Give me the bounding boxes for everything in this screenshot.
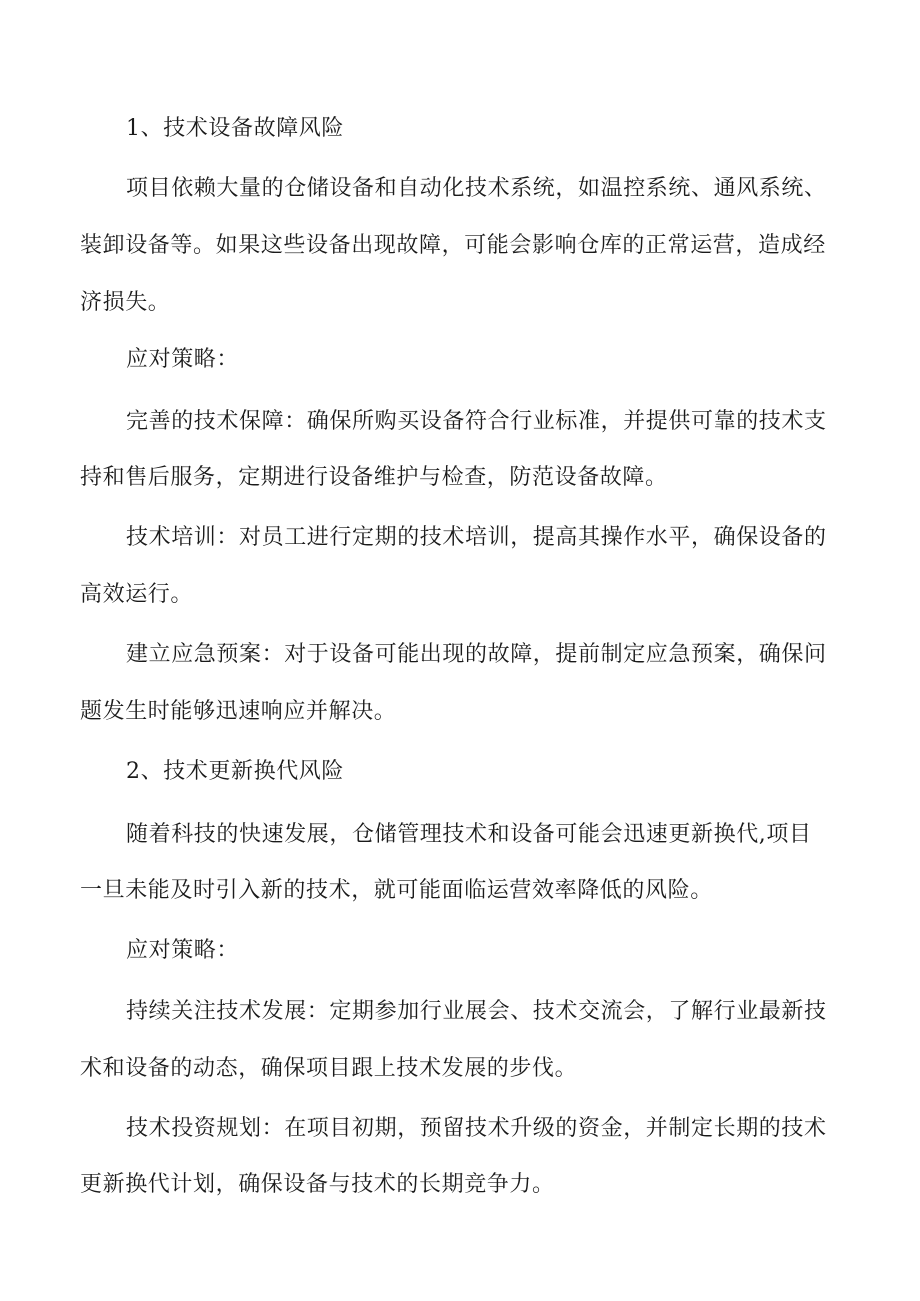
section-2-heading: 2、技术更新换代风险: [126, 759, 344, 784]
section-1-description-line-2: 装卸设备等。如果这些设备出现故障，可能会影响仓库的正常运营，造成经: [80, 233, 826, 258]
strategy-training-line-1: 技术培训：对员工进行定期的技术培训，提高其操作水平，确保设备的: [126, 525, 827, 550]
strategy-technical-support-line-1: 完善的技术保障：确保所购买设备符合行业标准，并提供可靠的技术支: [126, 409, 827, 434]
section-1-description-line-1: 项目依赖大量的仓储设备和自动化技术系统，如温控系统、通风系统、: [126, 176, 827, 201]
section-2-strategy-label: 应对策略：: [126, 938, 240, 963]
strategy-follow-tech-line-1: 持续关注技术发展：定期参加行业展会、技术交流会，了解行业最新技: [126, 999, 827, 1024]
section-1-strategy-label: 应对策略：: [126, 347, 240, 372]
section-1-description-line-3: 济损失。: [80, 290, 171, 315]
section-1-heading: 1、技术设备故障风险: [126, 116, 344, 141]
strategy-training-line-2: 高效运行。: [80, 582, 194, 607]
strategy-investment-plan-line-2: 更新换代计划，确保设备与技术的长期竞争力。: [80, 1172, 555, 1197]
strategy-emergency-plan-line-1: 建立应急预案：对于设备可能出现的故障，提前制定应急预案，确保问: [126, 642, 827, 667]
strategy-investment-plan-line-1: 技术投资规划：在项目初期，预留技术升级的资金，并制定长期的技术: [126, 1116, 827, 1141]
strategy-technical-support-line-2: 持和售后服务，定期进行设备维护与检查，防范设备故障。: [80, 465, 668, 490]
strategy-emergency-plan-line-2: 题发生时能够迅速响应并解决。: [80, 699, 397, 724]
section-2-description-line-2: 一旦未能及时引入新的技术，就可能面临运营效率降低的风险。: [80, 878, 713, 903]
strategy-follow-tech-line-2: 术和设备的动态，确保项目跟上技术发展的步伐。: [80, 1056, 578, 1081]
section-2-description-line-1: 随着科技的快速发展，仓储管理技术和设备可能会迅速更新换代,项目: [126, 822, 812, 847]
